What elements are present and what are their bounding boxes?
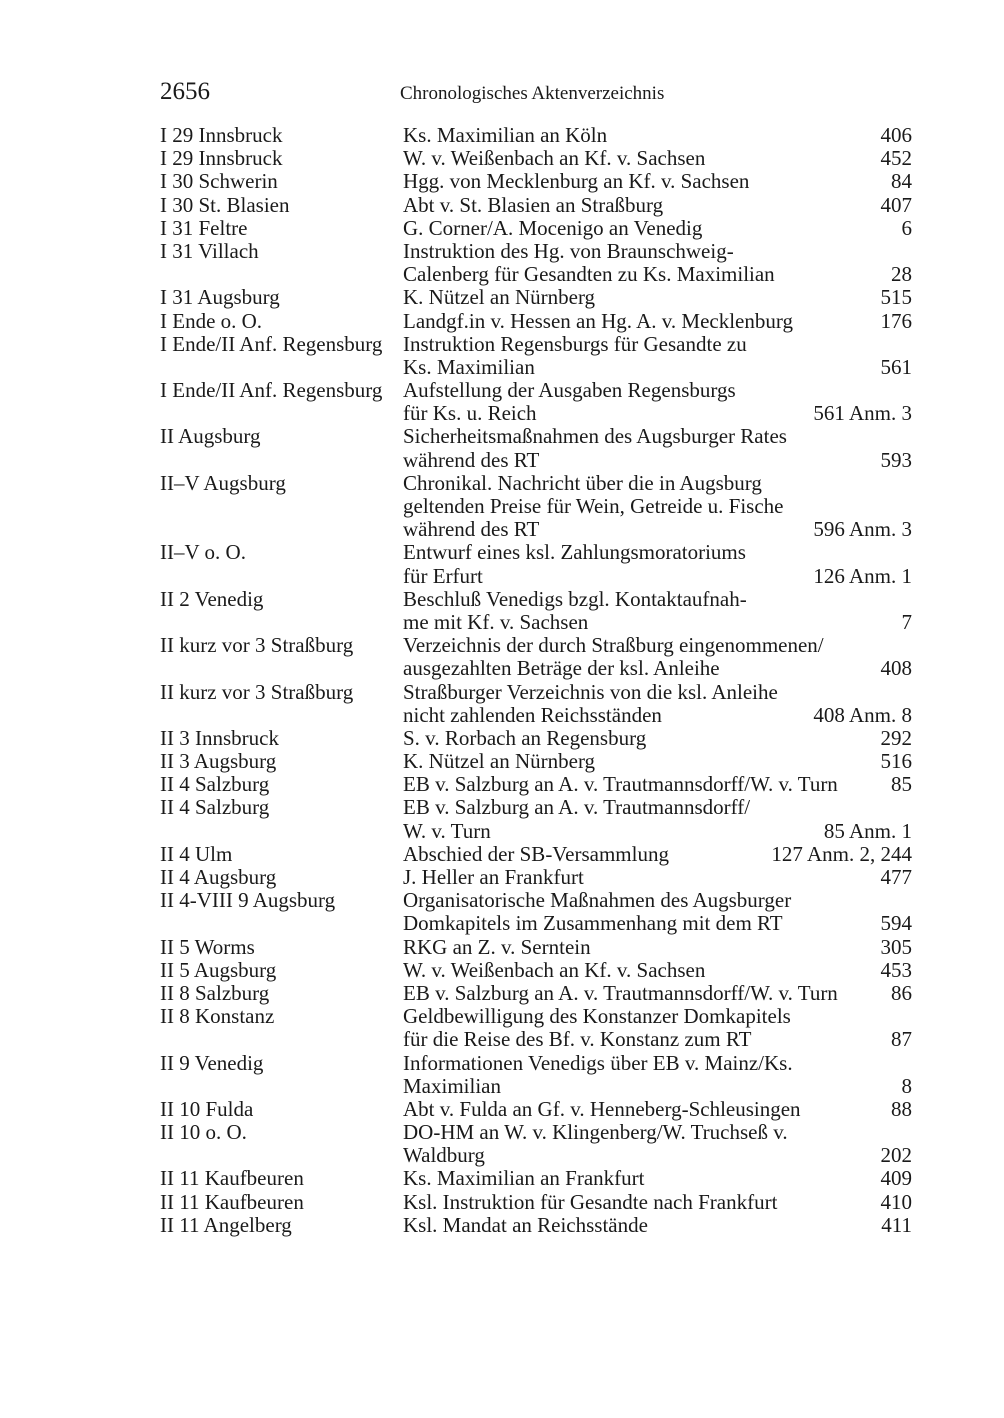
entry-date-place: II kurz vor 3 Straßburg	[160, 633, 354, 658]
entry-description: W. v. Weißenbach an Kf. v. Sachsen	[403, 146, 706, 171]
entry-description: Geldbewilligung des Konstanzer Domkapitels	[403, 1004, 791, 1029]
entry-date-place: II 10 Fulda	[160, 1096, 254, 1121]
entry-line	[160, 866, 912, 889]
entry-date-place: II 11 Kaufbeuren	[160, 1189, 304, 1214]
entry-line	[160, 170, 912, 193]
entry-reference-number: 84	[891, 169, 912, 194]
entry-line	[160, 1005, 912, 1028]
entry-description: J. Heller an Frankfurt	[403, 865, 584, 889]
entry-description: ausgezahlten Beträge der ksl. Anleihe	[403, 656, 720, 681]
entry-reference-number: 127 Anm. 2, 244	[771, 841, 912, 866]
entry-description: Abschied der SB-Versammlung	[403, 841, 669, 866]
entry-date-place: II 4 Ulm	[160, 841, 233, 866]
list-item	[160, 217, 912, 240]
entry-description: DO-HM an W. v. Klingenberg/W. Truchseß v.	[403, 1120, 788, 1145]
entry-description: nicht zahlenden Reichsständen	[403, 702, 662, 727]
entry-reference-number: 88	[891, 1096, 912, 1121]
entry-date-place: I 31 Feltre	[160, 215, 248, 240]
list-item	[160, 147, 912, 170]
entry-description: me mit Kf. v. Sachsen	[403, 609, 589, 634]
list-item	[160, 982, 912, 1005]
entry-line	[160, 704, 912, 727]
entry-reference-number: 86	[891, 980, 912, 1005]
entry-date-place: II Augsburg	[160, 424, 261, 449]
list-item	[160, 333, 912, 379]
entry-line	[160, 936, 912, 959]
list-item	[160, 843, 912, 866]
entry-date-place: II 5 Augsburg	[160, 957, 277, 982]
entry-date-place: I 29 Innsbruck	[160, 146, 283, 171]
entry-line	[160, 912, 912, 935]
list-item	[160, 889, 912, 935]
entry-description: geltenden Preise für Wein, Getreide u. Fische	[403, 494, 784, 518]
entry-description: Calenberg für Gesandten zu Ks. Maximilian	[403, 262, 775, 287]
entry-date-place: I Ende/II Anf. Regensburg	[160, 378, 383, 403]
entry-line	[160, 541, 912, 564]
entry-description: für Ks. u. Reich	[403, 401, 537, 426]
entry-line	[160, 1075, 912, 1098]
list-item	[160, 286, 912, 309]
entry-line	[160, 495, 912, 518]
entry-reference-number: 87	[891, 1027, 912, 1052]
entry-reference-number: 410	[880, 1189, 912, 1214]
list-item	[160, 1191, 912, 1214]
entry-description: für Erfurt	[403, 563, 483, 588]
entry-description: Informationen Venedigs über EB v. Mainz/Ks.	[403, 1050, 793, 1075]
entry-line	[160, 1121, 912, 1144]
list-item	[160, 727, 912, 750]
entry-reference-number: 406	[880, 123, 912, 147]
entry-description: Domkapitels im Zusammenhang mit dem RT	[403, 911, 783, 936]
entry-reference-number: 6	[901, 215, 912, 240]
entry-reference-number: 561	[880, 354, 912, 379]
entry-reference-number: 515	[880, 285, 912, 310]
entry-date-place: I 30 St. Blasien	[160, 192, 290, 217]
entry-date-place: II 9 Venedig	[160, 1050, 264, 1075]
entry-line	[160, 982, 912, 1005]
entry-description: Ks. Maximilian	[403, 354, 535, 379]
entry-reference-number: 561 Anm. 3	[813, 401, 912, 426]
entry-line	[160, 1098, 912, 1121]
list-item	[160, 240, 912, 286]
entry-line	[160, 727, 912, 750]
entry-line	[160, 1214, 912, 1237]
entry-description: S. v. Rorbach an Regensburg	[403, 725, 647, 750]
entry-reference-number: 596 Anm. 3	[813, 517, 912, 542]
entry-line	[160, 333, 912, 356]
entry-date-place: II 2 Venedig	[160, 586, 264, 611]
entry-reference-number: 126 Anm. 1	[813, 563, 912, 588]
entry-date-place: I 31 Augsburg	[160, 285, 280, 310]
entry-description: Instruktion des Hg. von Braunschweig-	[403, 238, 734, 263]
entry-line	[160, 796, 912, 819]
entry-line	[160, 240, 912, 263]
page-number: 2656	[160, 78, 210, 105]
entry-line	[160, 518, 912, 541]
entry-line	[160, 1144, 912, 1167]
entry-description: Instruktion Regensburgs für Gesandte zu	[403, 331, 747, 356]
entry-reference-number: 411	[881, 1212, 912, 1237]
entry-line	[160, 889, 912, 912]
entry-description: für die Reise des Bf. v. Konstanz zum RT	[403, 1027, 752, 1052]
list-item	[160, 750, 912, 773]
entry-description: Verzeichnis der durch Straßburg eingenommenen/	[403, 633, 824, 658]
entry-reference-number: 28	[891, 262, 912, 287]
entry-description: EB v. Salzburg an A. v. Trautmannsdorff/	[403, 795, 751, 820]
entry-line	[160, 681, 912, 704]
entry-description: während des RT	[403, 517, 540, 542]
list-item	[160, 588, 912, 634]
entry-description: Aufstellung der Ausgaben Regensburgs	[403, 378, 736, 403]
list-item	[160, 681, 912, 727]
list-item	[160, 170, 912, 193]
entry-line	[160, 959, 912, 982]
entry-date-place: I 30 Schwerin	[160, 169, 278, 194]
entry-date-place: II 4 Augsburg	[160, 865, 277, 889]
entry-description: Abt v. Fulda an Gf. v. Henneberg-Schleusingen	[403, 1096, 801, 1121]
entry-line	[160, 286, 912, 309]
entry-description: Hgg. von Mecklenburg an Kf. v. Sachsen	[403, 169, 750, 194]
list-item	[160, 634, 912, 680]
entry-description: Ks. Maximilian an Köln	[403, 123, 608, 147]
list-item	[160, 1214, 912, 1237]
entry-date-place: II 3 Innsbruck	[160, 725, 279, 750]
entry-date-place: II kurz vor 3 Straßburg	[160, 679, 354, 704]
entry-line	[160, 1052, 912, 1075]
entry-date-place: I Ende/II Anf. Regensburg	[160, 331, 383, 356]
entry-description: während des RT	[403, 447, 540, 472]
entry-description: W. v. Weißenbach an Kf. v. Sachsen	[403, 957, 706, 982]
entry-description: Ks. Maximilian an Frankfurt	[403, 1166, 645, 1191]
entry-description: Entwurf eines ksl. Zahlungsmoratoriums	[403, 540, 746, 565]
list-item	[160, 959, 912, 982]
list-item	[160, 1167, 912, 1190]
entry-date-place: II 4-VIII 9 Augsburg	[160, 888, 336, 913]
entry-line	[160, 750, 912, 773]
entry-date-place: II 4 Salzburg	[160, 795, 270, 820]
entry-description: Maximilian	[403, 1073, 501, 1098]
list-item	[160, 1005, 912, 1051]
entry-line	[160, 379, 912, 402]
entry-reference-number: 7	[901, 609, 912, 634]
entry-date-place: II–V o. O.	[160, 540, 246, 565]
entry-reference-number: 453	[880, 957, 912, 982]
entry-reference-number: 305	[880, 934, 912, 959]
entry-reference-number: 477	[880, 865, 912, 889]
entry-line	[160, 611, 912, 634]
entry-description: K. Nützel an Nürnberg	[403, 749, 596, 774]
entry-line	[160, 773, 912, 796]
entry-line	[160, 588, 912, 611]
entry-reference-number: 407	[880, 192, 912, 217]
entry-date-place: I Ende o. O.	[160, 308, 263, 333]
entry-line	[160, 425, 912, 448]
entry-date-place: I 29 Innsbruck	[160, 123, 283, 147]
list-item	[160, 194, 912, 217]
entry-date-place: II 8 Salzburg	[160, 980, 270, 1005]
entry-reference-number: 202	[880, 1143, 912, 1168]
entry-date-place: II 4 Salzburg	[160, 772, 270, 797]
entry-description: G. Corner/A. Mocenigo an Venedig	[403, 215, 703, 240]
entry-reference-number: 593	[880, 447, 912, 472]
list-item	[160, 866, 912, 889]
entry-description: Straßburger Verzeichnis von die ksl. Anleihe	[403, 679, 778, 704]
entry-description: RKG an Z. v. Serntein	[403, 934, 591, 959]
list-item	[160, 1052, 912, 1098]
entry-reference-number: 85 Anm. 1	[823, 818, 912, 843]
entry-description: K. Nützel an Nürnberg	[403, 285, 596, 310]
entry-line	[160, 1191, 912, 1214]
entry-line	[160, 565, 912, 588]
entry-line	[160, 1167, 912, 1190]
entry-description: Ksl. Instruktion für Gesandte nach Frankfurt	[403, 1189, 778, 1214]
entry-reference-number: 409	[880, 1166, 912, 1191]
entry-description: Abt v. St. Blasien an Straßburg	[403, 192, 664, 217]
entry-date-place: II 10 o. O.	[160, 1120, 247, 1145]
entry-description: Waldburg	[403, 1143, 485, 1168]
entry-line	[160, 634, 912, 657]
entry-description: Beschluß Venedigs bzgl. Kontaktaufnah-	[403, 586, 747, 611]
entry-line	[160, 356, 912, 379]
entry-description: Organisatorische Maßnahmen des Augsburger	[403, 888, 792, 913]
list-item	[160, 379, 912, 425]
list-item	[160, 472, 912, 542]
entry-date-place: II–V Augsburg	[160, 470, 286, 495]
entry-reference-number: 452	[880, 146, 912, 171]
entry-reference-number: 408 Anm. 8	[813, 702, 912, 727]
entry-description: W. v. Turn	[403, 818, 491, 843]
entry-line	[160, 310, 912, 333]
entry-line	[160, 194, 912, 217]
entry-description: EB v. Salzburg an A. v. Trautmannsdorff/W. v. Turn	[403, 980, 838, 1005]
entry-line	[160, 449, 912, 472]
entry-date-place: I 31 Villach	[160, 238, 259, 263]
entry-list	[160, 124, 912, 1237]
entry-reference-number: 594	[880, 911, 912, 936]
entry-description: EB v. Salzburg an A. v. Trautmannsdorff/W. v. Turn	[403, 772, 838, 797]
entry-line	[160, 263, 912, 286]
running-title: Chronologisches Aktenverzeichnis	[400, 83, 665, 104]
entry-description: Sicherheitsmaßnahmen des Augsburger Rates	[403, 424, 787, 449]
running-header	[160, 78, 912, 108]
entry-line	[160, 820, 912, 843]
entry-description: Ksl. Mandat an Reichsstände	[403, 1212, 648, 1237]
entry-line	[160, 124, 912, 147]
list-item	[160, 310, 912, 333]
entry-line	[160, 217, 912, 240]
entry-line	[160, 657, 912, 680]
entry-line	[160, 1028, 912, 1051]
list-item	[160, 1098, 912, 1121]
entry-line	[160, 843, 912, 866]
list-item	[160, 936, 912, 959]
entry-line	[160, 402, 912, 425]
list-item	[160, 796, 912, 842]
entry-date-place: II 8 Konstanz	[160, 1004, 275, 1029]
list-item	[160, 541, 912, 587]
entry-reference-number: 292	[880, 725, 912, 750]
list-item	[160, 425, 912, 471]
entry-reference-number: 516	[880, 749, 912, 774]
entry-line	[160, 472, 912, 495]
entry-date-place: II 11 Angelberg	[160, 1212, 292, 1237]
entry-reference-number: 408	[880, 656, 912, 681]
list-item	[160, 773, 912, 796]
entry-date-place: II 3 Augsburg	[160, 749, 277, 774]
entry-description: Landgf.in v. Hessen an Hg. A. v. Mecklenburg	[403, 308, 793, 333]
list-item	[160, 1121, 912, 1167]
entry-reference-number: 85	[891, 772, 912, 797]
entry-reference-number: 8	[901, 1073, 912, 1098]
entry-description: Chronikal. Nachricht über die in Augsburg	[403, 470, 762, 495]
entry-date-place: II 11 Kaufbeuren	[160, 1166, 304, 1191]
entry-date-place: II 5 Worms	[160, 934, 255, 959]
list-item	[160, 124, 912, 147]
entry-reference-number: 176	[880, 308, 912, 333]
entry-line	[160, 147, 912, 170]
